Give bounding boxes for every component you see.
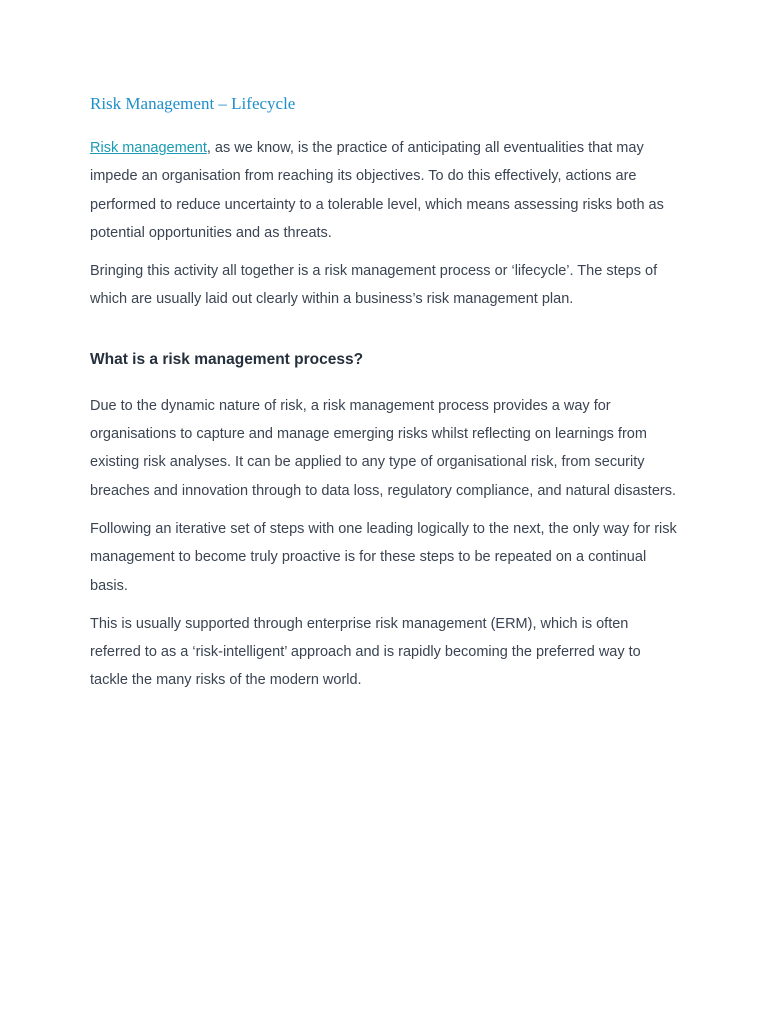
- section-heading: What is a risk management process?: [90, 350, 364, 368]
- process-paragraph: Due to the dynamic nature of risk, a risk management process provides a way for organisations to capture and manage emerging risks whilst reflecting on learnings from existing risk analyses. It can be applied to any type of organisational risk, from security breaches and innovation through to data loss, regulatory compliance, and natural disasters.: [90, 397, 676, 499]
- document-content: [90, 90, 680, 705]
- iterative-steps-paragraph: Following an iterative set of steps with one leading logically to the next, the only way for risk management to become truly proactive is for these steps to be repeated on a continual basis.: [90, 520, 677, 594]
- document-title: Risk Management – Lifecycle: [90, 94, 296, 113]
- lifecycle-paragraph: Bringing this activity all together is a risk management process or ‘lifecycle’. The steps of which are usually laid out clearly within a business’s risk management plan.: [90, 263, 658, 308]
- erm-paragraph: This is usually supported through enterprise risk management (ERM), which is often referred to as a ‘risk-intelligent’ approach and is rapidly becoming the preferred way to tackle the many risks of the modern world.: [90, 615, 641, 689]
- intro-paragraph-text: , as we know, is the practice of anticipating all eventualities that may impede an organisation from reaching its objectives. To do this effectively, actions are performed to reduce uncertainty to a tolerable level, which means assessing risks both as potential opportunities and as threats.: [90, 140, 664, 241]
- risk-management-link[interactable]: Risk management: [90, 140, 207, 156]
- intro-paragraph: [90, 134, 680, 247]
